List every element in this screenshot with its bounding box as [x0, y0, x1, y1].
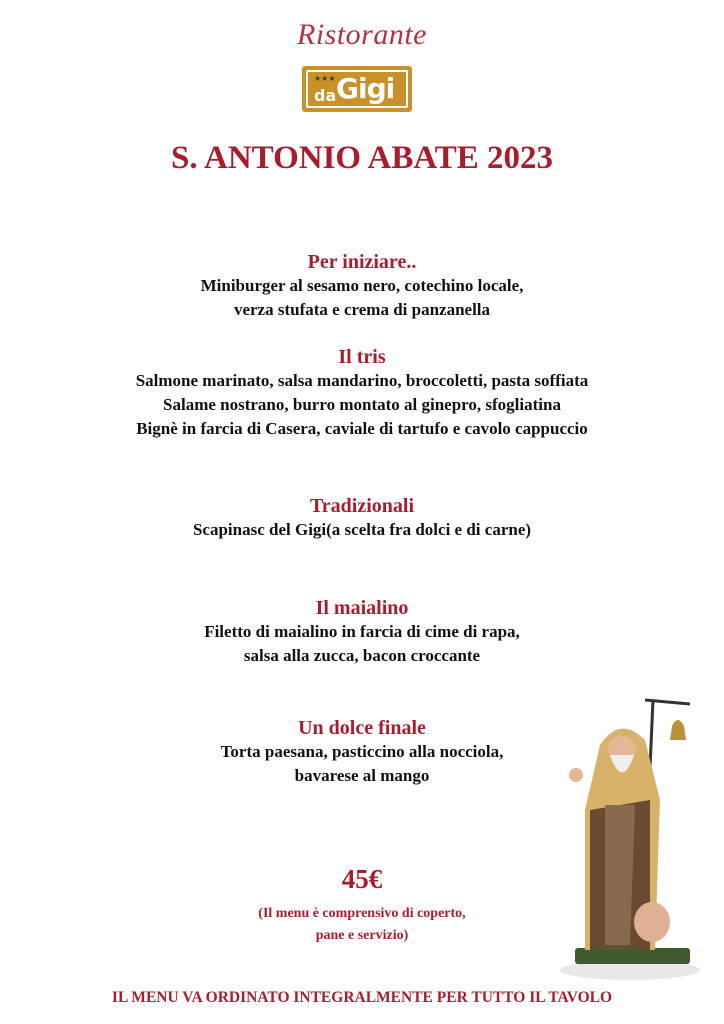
saint-antonio-statue-image — [550, 690, 700, 985]
price: 45€ — [341, 864, 383, 894]
footer-notice: IL MENU VA ORDINATO INTEGRALMENTE PER TUTTO IL TAVOLO — [111, 989, 613, 1006]
dish-line: salsa alla zucca, bacon croccante — [243, 646, 481, 665]
dish-line: Scapinasc del Gigi(a scelta fra dolci e di carne) — [192, 520, 532, 539]
dish-line: Bignè in farcia di Casera, caviale di tartufo e cavolo cappuccio — [136, 419, 588, 438]
price-note-line: (Il menu è comprensivo di coperto, — [258, 906, 466, 921]
dish-line: Filetto di maialino in farcia di cime di rapa, — [204, 622, 520, 641]
dish-line: Salame nostrano, burro montato al ginepro, sfogliatina — [163, 395, 561, 414]
dish-line: Miniburger al sesamo nero, cotechino locale, — [200, 276, 524, 295]
logo-stars: ★★★ — [314, 74, 336, 83]
price-note-line: pane e servizio) — [315, 928, 409, 943]
section-heading: Il maialino — [315, 597, 409, 619]
da-gigi-logo — [302, 66, 412, 112]
logo-prefix: da — [314, 86, 337, 105]
page-title: S. ANTONIO ABATE 2023 — [170, 140, 554, 176]
section-il-maialino — [0, 596, 724, 668]
dish-line: Torta paesana, pasticcino alla nocciola, — [220, 742, 504, 761]
dish-line: verza stufata e crema di panzanella — [233, 300, 491, 319]
section-heading: Il tris — [338, 346, 386, 368]
section-heading: Per iniziare.. — [307, 251, 417, 273]
section-tradizionali — [0, 494, 724, 542]
section-il-tris — [0, 345, 724, 441]
section-heading: Un dolce finale — [298, 717, 426, 739]
section-per-iniziare — [0, 250, 724, 322]
logo-name: Gigi — [336, 72, 395, 105]
restaurant-script-title: Ristorante — [297, 18, 427, 51]
dish-line: Salmone marinato, salsa mandarino, broccoletti, pasta soffiata — [135, 371, 589, 390]
dish-line: bavarese al mango — [294, 766, 430, 785]
section-heading: Tradizionali — [309, 495, 415, 517]
